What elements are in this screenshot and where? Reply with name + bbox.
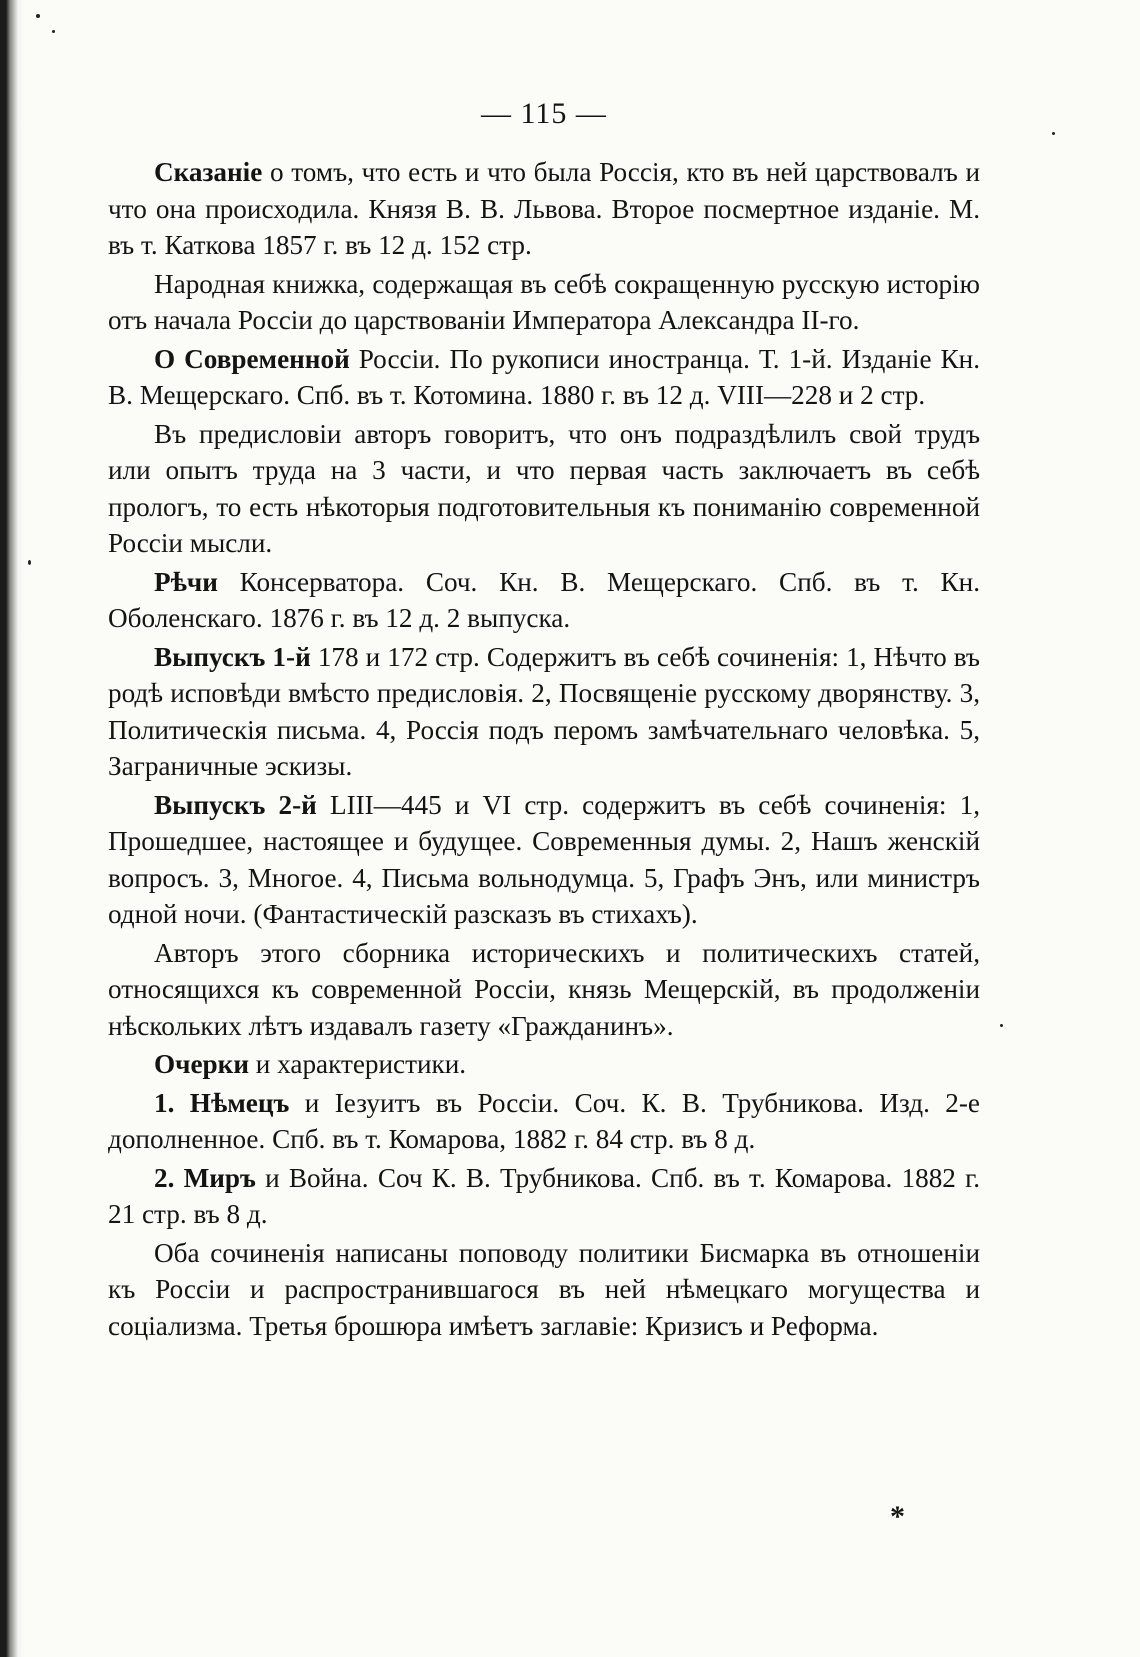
- entry-predislovie: [108, 416, 980, 562]
- entry-text: Народная книжка, содержащая въ себѣ сокращенную русскую исторію отъ начала Россіи до царствованіи Императора Александра II-го.: [108, 268, 980, 335]
- entry-mir-i-voyna: [108, 1160, 980, 1233]
- entry-lead: 1. Нѣмецъ: [154, 1087, 290, 1118]
- entry-o-sovremennoy-rossii: [108, 341, 980, 414]
- entry-text: и Война. Соч К. В. Трубникова. Спб. въ т. Комарова. 1882 г. 21 стр. въ 8 д.: [108, 1162, 981, 1229]
- entry-text: LIII—445 и VI стр. содержитъ въ себѣ сочиненія: 1, Прошедшее, настоящее и будущее. Современныя думы. 2, Нашъ женскій вопросъ. 3, Многое. 4, Письма вольнодумца. 5, Графъ Энъ, или министръ одной ночи. (Фантастическій разсказъ въ стихахъ).: [108, 789, 980, 929]
- entry-text: 178 и 172 стр. Содержитъ въ себѣ сочиненія: 1, Нѣчто въ родѣ исповѣди вмѣсто предисловія. 2, Посвященіе русскому дворянству. 3, Политическія письма. 4, Россія подъ перомъ замѣчательнаго человѣка. 5, Заграничные эскизы.: [108, 641, 980, 781]
- entry-lead: 2. Миръ: [154, 1162, 256, 1193]
- book-page: [108, 92, 980, 1346]
- entry-text: Консерватора. Соч. Кн. В. Мещерскаго. Спб. въ т. Кн. Оболенскаго. 1876 г. въ 12 д. 2 выпуска.: [108, 566, 980, 633]
- entry-text: и характеристики.: [249, 1049, 467, 1079]
- end-asterisk: *: [890, 1500, 905, 1533]
- entry-text: и Іезуитъ въ Россіи. Соч. К. В. Трубникова. Изд. 2-е дополненное. Спб. въ т. Комарова, 1882 г. 84 стр. въ 8 д.: [108, 1087, 980, 1154]
- page-number: — 115 —: [481, 97, 607, 130]
- entry-lead: Сказаніе: [154, 157, 263, 187]
- entry-lead: Выпускъ 2-й: [154, 789, 317, 820]
- entry-skazanie: [108, 154, 980, 264]
- entry-text: Оба сочиненія написаны поповоду политики Бисмарка въ отношеніи къ Россіи и распространившагося въ ней нѣмецкаго могущества и соціализма. Третья брошюра имѣетъ заглавіе: Кризисъ и Реформа.: [108, 1237, 980, 1341]
- entry-text: Въ предисловіи авторъ говоритъ, что онъ подраздѣлилъ свой трудъ или опытъ труда на 3 части, и что первая часть заключаетъ въ себѣ прологъ, то есть нѣкоторыя подготовительныя къ пониманію современной Россіи мысли.: [108, 418, 980, 558]
- scan-speck: [1000, 1024, 1003, 1027]
- scanned-page-edge: [0, 0, 24, 1657]
- entry-ocherki: [108, 1046, 980, 1083]
- entry-text: Россіи. По рукописи иностранца. Т. 1-й. Изданіе Кн. В. Мещерскаго. Спб. въ т. Котомина. 1880 г. въ 12 д. VIII—228 и 2 стр.: [108, 343, 980, 410]
- entry-rechi-konservatora: [108, 564, 980, 637]
- scan-speck: [1052, 132, 1055, 135]
- scan-speck: [28, 560, 31, 565]
- entry-avtor-sbornika: [108, 935, 980, 1045]
- scan-speck: [52, 30, 55, 33]
- entry-vypusk-1: [108, 639, 980, 785]
- entry-narodnaya-knizhka: [108, 266, 980, 339]
- entry-text: о томъ, что есть и что была Россія, кто въ ней царствовалъ и что она происходила. Князя В. В. Львова. Второе посмертное изданіе. М. въ т. Каткова 1857 г. въ 12 д. 152 стр.: [108, 157, 980, 260]
- entry-lead: Выпускъ 1-й: [154, 641, 311, 672]
- entry-text: Авторъ этого сборника историческихъ и политическихъ статей, относящихся къ современной Россіи, князь Мещерскій, въ продолженіи нѣскольких лѣтъ издавалъ газету «Гражданинъ».: [108, 937, 980, 1041]
- page-body: [108, 154, 980, 1344]
- scan-speck: [36, 14, 40, 18]
- entry-lead: Рѣчи: [154, 566, 218, 597]
- entry-nemets-i-iezuit: [108, 1085, 980, 1158]
- entry-lead: Очерки: [154, 1049, 249, 1079]
- entry-oba-sochineniya: [108, 1235, 980, 1345]
- entry-vypusk-2: [108, 787, 980, 933]
- entry-lead: О Современной: [154, 343, 350, 374]
